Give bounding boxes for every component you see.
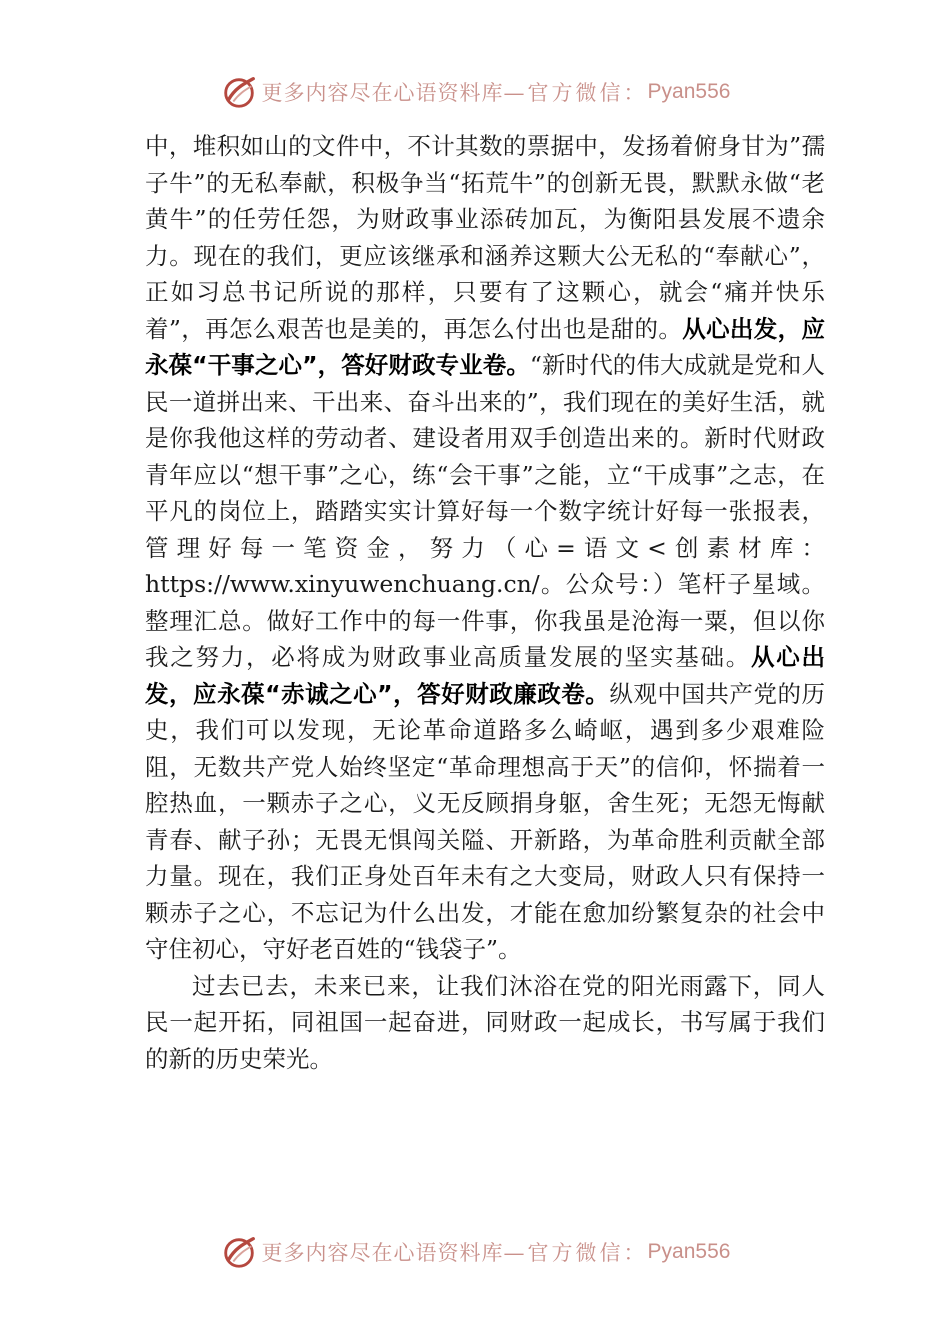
logo-icon — [220, 1233, 258, 1271]
document-body — [145, 128, 825, 1077]
body-text — [145, 128, 825, 968]
footer-banner — [0, 1230, 950, 1274]
banner-wechat-id: Pyan556 — [647, 1240, 731, 1263]
banner-wechat-id: Pyan556 — [647, 80, 731, 103]
section-heading-3: 从心出发，应永葆“赤诚之心”，答好财政廉政卷。 — [145, 643, 825, 708]
paragraph-4: 过去已去，未来已来，让我们沐浴在党的阳光雨露下，同人民一起开拓，同祖国一起奋进，同财政一起成长，书写属于我们的新的历史荣光。 — [145, 971, 825, 1073]
paragraph-2: “新时代的伟大成就是党和人民一道拼出来、干出来、奋斗出来的”，我们现在的美好生活，就是你我他这样的劳动者、建设者用双手创造出来的。新时代财政青年应以“想干事”之心，练“会干事”之能，立“干成事”之志，在平凡的岗位上，踏踏实实计算好每一个数字统计好每一张报表，管理好每一笔资金，努力（心=语文<创素材库：https://www.xinyuwenchuang.cn/。公众号：）笔杆子星域。整理汇总。做好工作中的每一件事，你我虽是沧海一粟，但以你我之努力，必将成为财政事业高质量发展的坚实基础。 — [145, 351, 826, 671]
section-heading-2: 从心出发，应永葆“干事之心”，答好财政专业卷。 — [145, 314, 826, 379]
banner-text: 更多内容尽在心语资料库— — [261, 1241, 526, 1265]
paragraph-3: 纵观中国共产党的历史，我们可以发现，无论革命道路多么崎岖，遇到多少艰难险阻，无数共产党人始终坚定“革命理想高于天”的信仰，怀揣着一腔热血，一颗赤子之心，义无反顾捐身躯，舍生死；无怨无悔献青春、献子孙；无畏无惧闯关隘、开新路，为革命胜利贡献全部力量。现在，我们正身处百年未有之大变局，财政人只有保持一颗赤子之心，不忘记为什么出发，才能在愈加纷繁复杂的社会中守住初心，守好老百姓的“钱袋子”。 — [145, 679, 826, 963]
banner-wechat-label: 官方微信： — [527, 1241, 648, 1265]
logo-icon — [220, 73, 258, 111]
banner-text: 更多内容尽在心语资料库— — [261, 81, 526, 105]
paragraph-1: 中，堆积如山的文件中，不计其数的票据中，发扬着俯身甘为”孺子牛”的无私奉献，积极争当“拓荒牛”的创新无畏，默默永做“老黄牛”的任劳任怨，为财政事业添砖加瓦，为衡阳县发展不遗余力。现在的我们，更应该继承和涵养这颗大公无私的“奉献心”，正如习总书记所说的那样，只要有了这颗心，就会“痛并快乐着”，再怎么艰苦也是美的，再怎么付出也是甜的。 — [145, 132, 825, 343]
banner-wechat-label: 官方微信： — [527, 81, 648, 105]
header-banner — [0, 70, 950, 114]
